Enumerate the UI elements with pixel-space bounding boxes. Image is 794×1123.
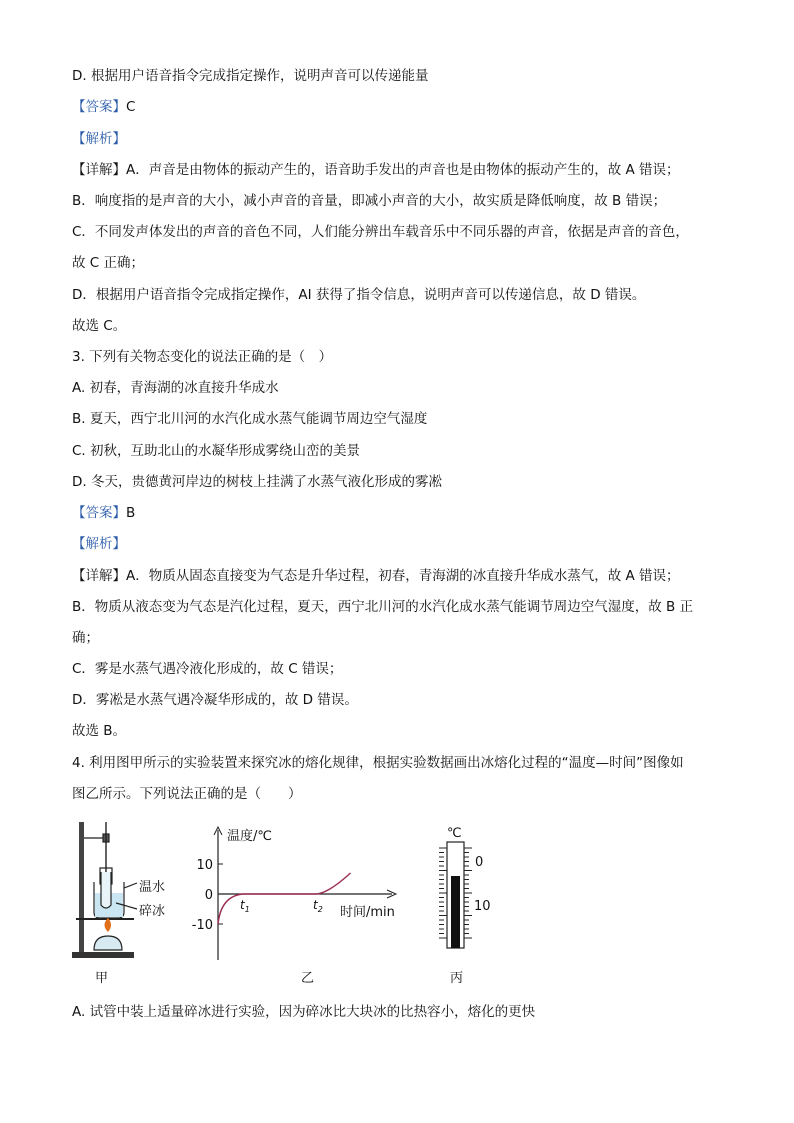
detail-a-q2: 【详解】A．声音是由物体的振动产生的，语音助手发出的声音也是由物体的振动产生的，故 A 错误； (72, 162, 680, 178)
detail-b-q2: B．响度指的是声音的大小，减小声音的音量，即减小声音的大小，故实质是降低响度，故 B 错误； (72, 193, 667, 209)
answer-tag: 【答案】 (72, 505, 126, 521)
thermometer-column (451, 876, 460, 948)
thermometer-label-0: 0 (475, 855, 484, 870)
thermometer-label-10: 10 (474, 899, 491, 914)
t2-sub: 2 (317, 905, 323, 914)
conclusion-q2: 故选 C。 (72, 318, 127, 334)
y-axis-label: 温度/℃ (227, 829, 272, 844)
bing-label: 丙 (450, 971, 464, 986)
question-4-stem: 4. 利用图甲所示的实验装置来探究冰的熔化规律，根据实验数据画出冰熔化过程的“温度—时间”图像如 (72, 755, 684, 771)
detail-d-q3: D．雾凇是水蒸气遇冷凝华形成的，故 D 错误。 (72, 692, 358, 708)
option-b-q3: B. 夏天，西宁北川河的水汽化成水蒸气能调节周边空气湿度 (72, 411, 428, 427)
answer-tag: 【答案】 (72, 99, 126, 115)
alcohol-lamp (94, 936, 122, 950)
answer-value: C (126, 99, 136, 115)
analysis-tag-q2: 【解析】 (72, 131, 126, 147)
x-axis-label: 时间/min (340, 905, 395, 920)
detail-c-q3: C．雾是水蒸气遇冷液化形成的，故 C 错误； (72, 661, 343, 677)
temperature-time-chart (214, 827, 396, 960)
y-tick-label-10: 10 (196, 858, 213, 873)
detail-b-q3-cont: 确； (72, 630, 99, 646)
apparatus-figure (72, 822, 137, 958)
detail-a-q3: 【详解】A．物质从固态直接变为气态是升华过程，初春，青海湖的冰直接升华成水蒸气，故 A 错误； (72, 568, 680, 584)
answer-value: B (126, 505, 136, 521)
jia-label: 甲 (95, 971, 109, 986)
stand-rod (79, 822, 84, 954)
option-a-q4: A. 试管中装上适量碎冰进行实验，因为碎冰比大块冰的比热容小，熔化的更快 (72, 1004, 536, 1020)
detail-d-q2: D．根据用户语音指令完成指定操作，AI 获得了指令信息，说明声音可以传递信息，故 D 错误。 (72, 287, 646, 303)
option-d-q2: D. 根据用户语音指令完成指定操作，说明声音可以传递能量 (72, 68, 429, 84)
t2-main: t (313, 898, 318, 912)
conclusion-q3: 故选 B。 (72, 723, 127, 739)
y-tick-label-0: 0 (204, 888, 213, 903)
t1-label (240, 898, 250, 914)
warm-water-label: 温水 (139, 880, 166, 895)
option-c-q3: C. 初秋，互助北山的水凝华形成雾绕山峦的美景 (72, 443, 361, 459)
crushed-ice-label: 碎冰 (139, 904, 166, 919)
t1-sub: 1 (244, 905, 250, 914)
question-4-stem-cont: 图乙所示。下列说法正确的是（ ） (72, 786, 302, 802)
analysis-tag-q3: 【解析】 (72, 536, 126, 552)
t1-main: t (240, 898, 245, 912)
detail-b-q3: B．物质从液态变为气态是汽化过程，夏天，西宁北川河的水汽化成水蒸气能调节周边空气湿度，故 B 正 (72, 599, 694, 615)
detail-c-q2-cont: 故 C 正确； (72, 255, 145, 271)
option-d-q3: D. 冬天，贵德黄河岸边的树枝上挂满了水蒸气液化形成的雾凇 (72, 474, 442, 490)
melting-curve (218, 873, 351, 924)
option-a-q3: A. 初春，青海湖的冰直接升华成水 (72, 380, 279, 396)
leader-warm-water (124, 883, 137, 888)
thermometer-figure (439, 842, 472, 948)
y-tick-label-neg10: -10 (191, 918, 213, 933)
stand-base (72, 952, 134, 958)
thermometer-unit: ℃ (447, 826, 462, 841)
flame-icon (105, 918, 112, 932)
question-3-stem: 3. 下列有关物态变化的说法正确的是（ ） (72, 349, 333, 365)
detail-c-q2: C．不同发声体发出的声音的音色不同，人们能分辨出车载音乐中不同乐器的声音，依据是声音的音色， (72, 224, 689, 240)
test-tube (101, 872, 111, 908)
yi-label: 乙 (301, 971, 315, 986)
t2-label (313, 898, 323, 914)
